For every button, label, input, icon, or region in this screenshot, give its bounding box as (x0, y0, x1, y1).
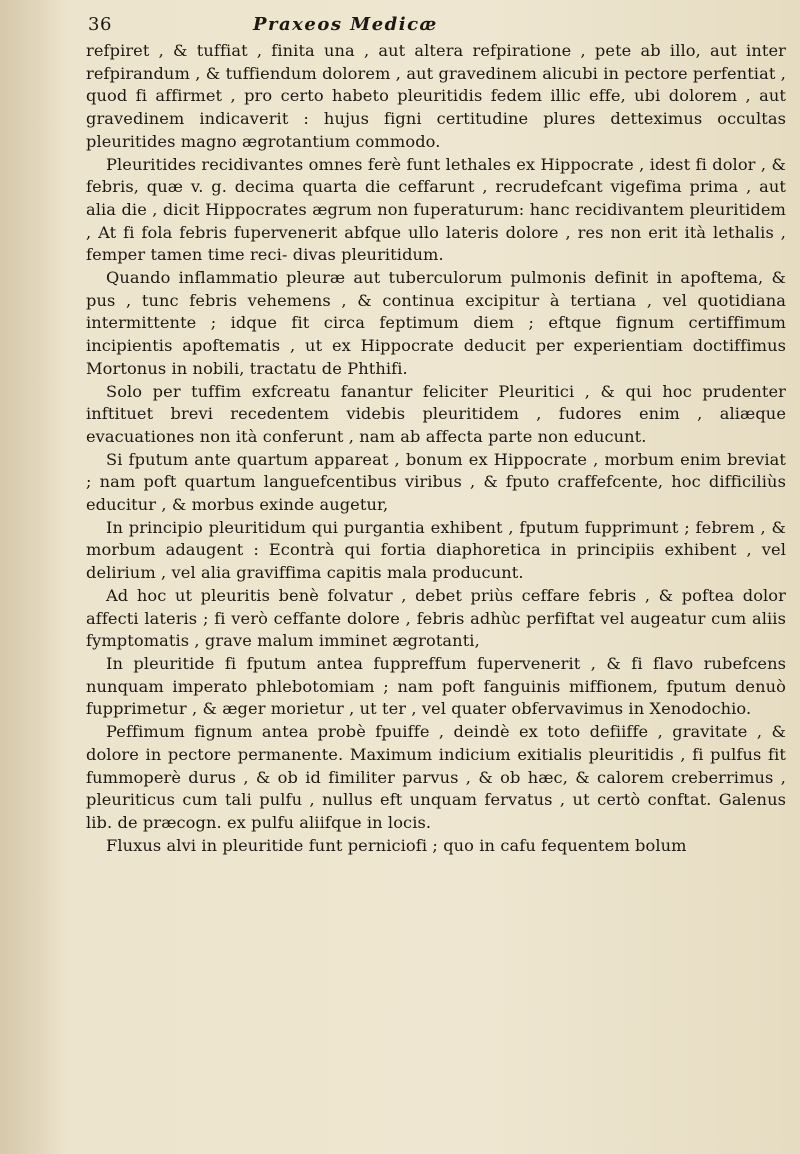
paragraph: Si fputum ante quartum appareat , bonum ex Hippocrate , morbum enim breviat ; nam poft quartum languefcentibus viribus , & fputo craffefcente, hoc difficiliùs educitur , & morbus exinde augetur, (86, 449, 786, 515)
running-head-title: Praxeos Medicæ (253, 14, 438, 35)
page-number: 36 (88, 14, 112, 35)
paragraph: Solo per tuffim exfcreatu fanantur feliciter Pleuritici , & qui hoc prudenter inftituet brevi recedentem videbis pleuritidem , fudores enim , aliæque evacuationes non ità conferunt , nam ab affecta parte non educunt. (86, 381, 786, 446)
paragraph: In principio pleuritidum qui purgantia exhibent , fputum fupprimunt ; febrem , & morbum adaugent : Econtrà qui fortia diaphoretica in principiis exhibent , vel delirium , vel alia graviffima capitis mala producunt. (86, 517, 786, 583)
paragraph: Pleuritides recidivantes omnes ferè funt lethales ex Hippocrate , idest fi dolor , & febris, quæ v. g. decima quarta die ceffarunt , recrudefcant vigefima prima , aut alia die , dicit Hippocrates ægrum non fuperaturum: hanc recidivantem pleuritidem , At fi fola febris fupervenerit abfque ullo lateris dolore , res non erit ità lethalis , femper tamen time reci- divas pleuritidum. (86, 154, 786, 265)
paragraph: Peffimum fignum antea probè fpuiffe , deindè ex toto defiiffe , gravitate , & dolore in pectore permanente. Maximum indicium exitialis pleuritidis , fi pulfus fit fummoperè durus , & ob id fimiliter parvus , & ob hæc, & calorem creberrimus , pleuriticus cum tali pulfu , nullus eft unquam fervatus , ut certò conftat. Galenus lib. de præcogn. ex pulfu aliifque in locis. (86, 722, 786, 832)
paragraph: Ad hoc ut pleuritis benè folvatur , debet priùs ceffare febris , & poftea dolor affecti lateris ; fi verò ceffante dolore , febris adhùc perfiftat vel augeatur cum aliis fymptomatis , grave malum imminet ægrotanti, (86, 585, 786, 651)
running-header (88, 14, 760, 38)
paragraph: In pleuritide fi fputum antea fuppreffum fupervenerit , & fi flavo rubefcens nunquam imperato phlebotomiam ; nam poft fanguinis miffionem, fputum denuò fupprimetur , & æger morietur , ut ter , vel quater obfervavimus in Xenodochio. (86, 653, 786, 719)
page-gutter-shadow (0, 0, 70, 1154)
paragraph: Fluxus alvi in pleuritide funt perniciofi ; quo in cafu fequentem bolum (106, 835, 687, 855)
paragraph: Quando inflammatio pleuræ aut tuberculorum pulmonis definit in apoftema, & pus , tunc febris vehemens , & continua excipitur à tertiana , vel quotidiana intermittente ; idque fit circa feptimum diem ; eftque fignum certiffimum incipientis apoftematis , ut ex Hippocrate deducit per experientiam doctiffimus Mortonus in nobili, tractatu de Phthifi. (86, 268, 786, 378)
paragraph: refpiret , & tuffiat , finita una , aut altera refpiratione , pete ab illo, aut inter refpirandum , & tuffiendum dolorem , aut gravedinem alicubi in pectore perfentiat , quod fi affirmet , pro certo habeto pleuritidis fedem illic effe, ubi dolorem , aut gravedinem indicaverit : hujus figni certitudine plures detteximus occultas pleuritides magno ægrotantium commodo. (86, 41, 786, 151)
body-text (86, 40, 786, 857)
